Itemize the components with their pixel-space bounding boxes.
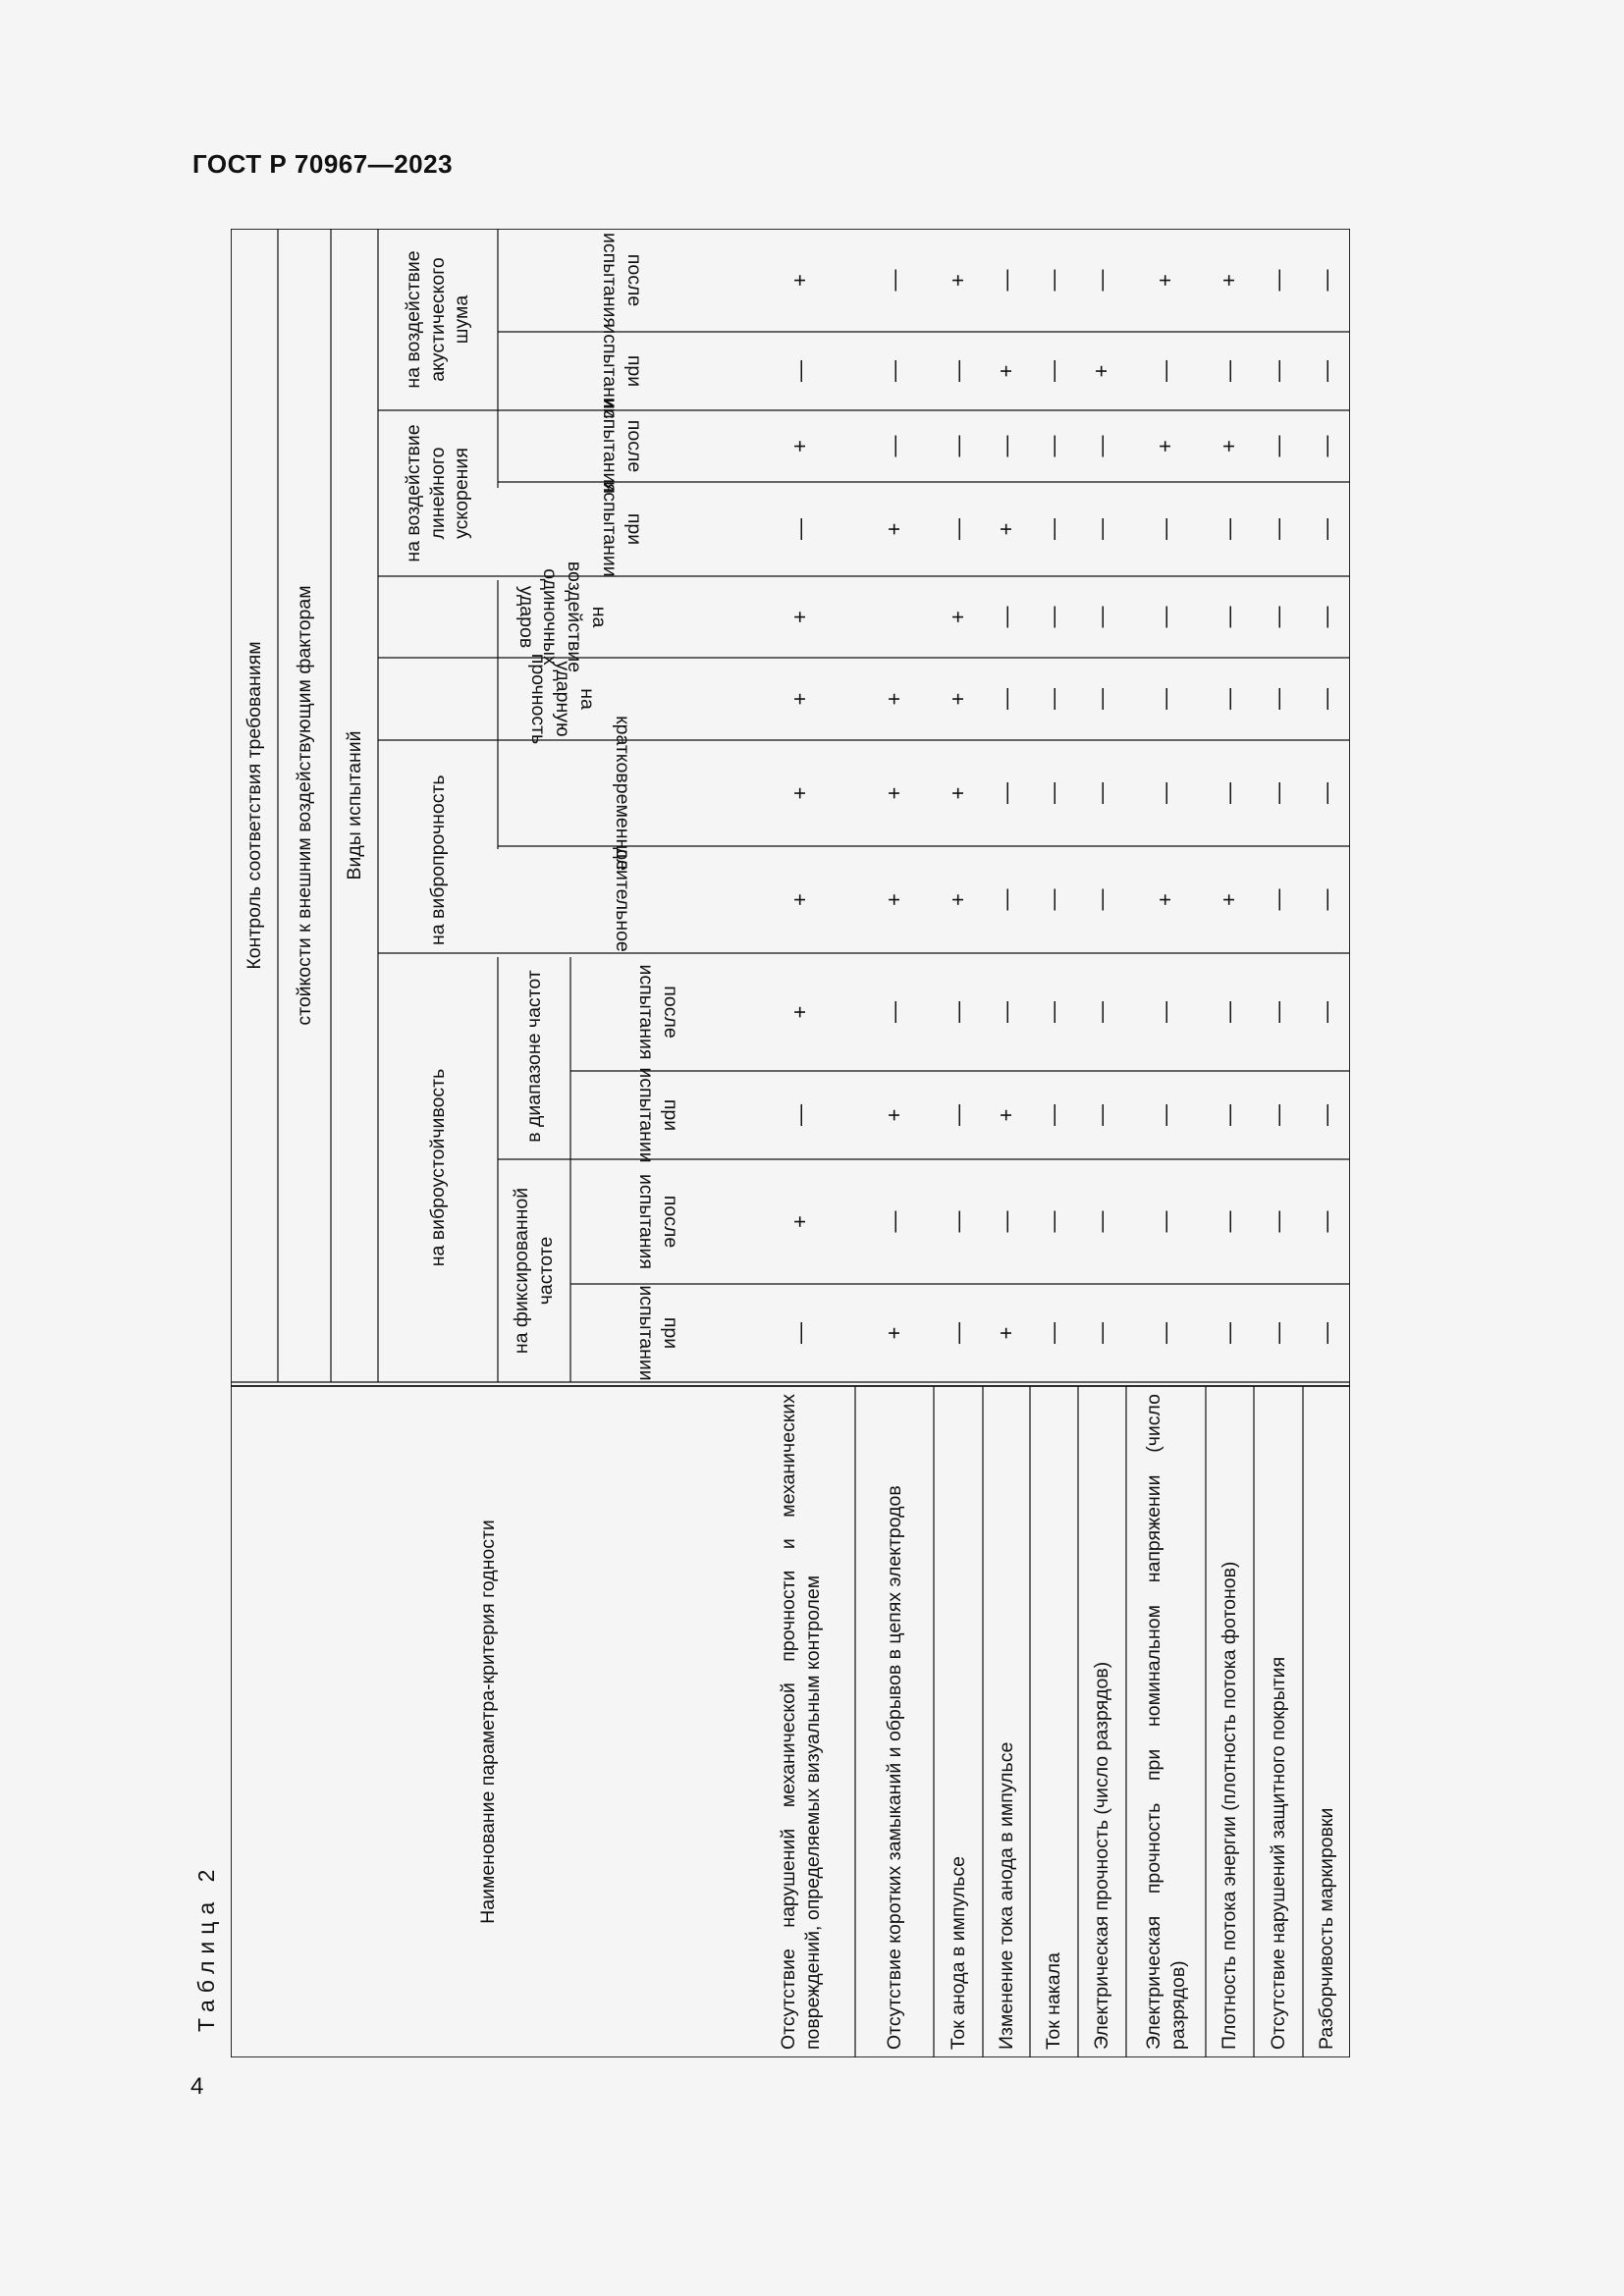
header-resistance: стойкости к внешним воздействующим факторам <box>293 585 315 1026</box>
header-single-impacts: на воздействие одиночных ударов <box>514 561 611 673</box>
table-cell-mark: — <box>1153 518 1178 540</box>
table-cell-mark: — <box>1041 518 1066 540</box>
table-cell-mark: + <box>787 893 813 906</box>
table-cell-mark: — <box>787 518 813 540</box>
table-cell-mark: + <box>1217 440 1242 453</box>
header-noise-after: после испытания <box>599 233 646 328</box>
table-cell-mark: — <box>1314 269 1339 292</box>
table-cell-mark: — <box>881 360 906 382</box>
table-cell-mark: — <box>1265 688 1290 710</box>
table-cell-mark <box>855 576 934 658</box>
table-cell-mark: + <box>945 893 970 906</box>
table-cell-mark: — <box>881 1001 906 1023</box>
table-cell-mark: — <box>993 1001 1018 1023</box>
table-cell-mark: + <box>881 786 906 800</box>
table-cell-mark: + <box>945 611 970 623</box>
table-cell-mark: + <box>1153 893 1178 906</box>
table-cell-mark: — <box>1089 888 1114 911</box>
table-cell-mark: — <box>1314 1210 1339 1233</box>
table-cell-mark: — <box>1314 1104 1339 1126</box>
table-cell-mark: — <box>1314 782 1339 804</box>
table-cell-mark: — <box>1217 606 1242 628</box>
table-cell-mark: — <box>1314 888 1339 911</box>
header-control: Контроль соответствия требованиям <box>243 641 265 970</box>
table-cell-mark: + <box>1153 440 1178 453</box>
table-cell-mark: — <box>993 606 1018 628</box>
header-vibro-strength: на вибропрочность <box>426 774 449 945</box>
table-cell-mark: — <box>1089 782 1114 804</box>
table-cell-mark: + <box>1217 274 1242 287</box>
table-cell-mark: — <box>1217 360 1242 382</box>
table-cell-mark: — <box>1217 518 1242 540</box>
header-after-range: после испытания <box>635 964 682 1060</box>
table-cell-mark: — <box>945 435 970 457</box>
table-row-name: Плотность потока энергии (плотность потока фотонов) <box>1218 1561 1241 2050</box>
header-during-range: при испытании <box>635 1067 682 1163</box>
table-cell-mark: — <box>1041 606 1066 628</box>
table-cell-mark: — <box>1265 1322 1290 1344</box>
table-cell-mark: + <box>881 522 906 536</box>
header-linear-acceleration: на воздействие линейного ускорения <box>402 424 473 562</box>
table-cell-mark: — <box>1217 1322 1242 1344</box>
table-cell-mark: — <box>787 360 813 382</box>
table-cell-mark: — <box>1089 688 1114 710</box>
table-cell-mark: — <box>993 1210 1018 1233</box>
table-cell-mark: + <box>993 364 1018 378</box>
table-cell-mark: — <box>1265 606 1290 628</box>
table-cell-mark: — <box>1041 360 1066 382</box>
table-cell-mark: + <box>787 692 813 706</box>
table-cell-mark: — <box>1217 1001 1242 1023</box>
header-impact-strength: на ударную прочность <box>527 653 598 745</box>
table-cell-mark: — <box>1217 782 1242 804</box>
table-cell-mark: — <box>993 888 1018 911</box>
table-cell-mark: — <box>1089 1322 1114 1344</box>
table-cell-mark: + <box>945 786 970 800</box>
table-cell-mark: — <box>945 1210 970 1233</box>
table-row-name: Отсутствие коротких замыканий и обрывов в цепях электродов <box>883 1485 905 2050</box>
header-long: длительное <box>611 847 633 952</box>
table-cell-mark: + <box>787 611 813 623</box>
table-cell-mark: — <box>993 435 1018 457</box>
table-cell-mark: — <box>1089 435 1114 457</box>
table-cell-mark: — <box>1265 1104 1290 1126</box>
table-cell-mark: — <box>1314 688 1339 710</box>
table-cell-mark: + <box>787 440 813 453</box>
table-cell-mark: — <box>1041 782 1066 804</box>
table-cell-mark: — <box>881 269 906 292</box>
header-short: кратковременное <box>611 716 633 871</box>
table-cell-mark: — <box>1265 360 1290 382</box>
table-cell-mark: — <box>1265 1210 1290 1233</box>
table-row-name: Электрическая прочность (число разрядов) <box>1091 1661 1113 2050</box>
header-vibro-stability: на виброустойчивость <box>426 1068 449 1267</box>
table-cell-mark: — <box>1041 269 1066 292</box>
table-cell-mark: — <box>1089 606 1114 628</box>
table-cell-mark: — <box>993 782 1018 804</box>
table-cell-mark: — <box>1153 1001 1178 1023</box>
header-accel-during: при испытании <box>599 481 646 577</box>
table-cell-mark: — <box>1314 1001 1339 1023</box>
table-cell-mark: — <box>1265 518 1290 540</box>
table-cell-mark: — <box>993 688 1018 710</box>
table-cell-mark: + <box>1217 893 1242 906</box>
table-cell-mark: + <box>1153 274 1178 287</box>
table-row-name: Ток накала <box>1043 1952 1065 2050</box>
table-cell-mark: — <box>1265 888 1290 911</box>
table-cell-mark: — <box>993 269 1018 292</box>
table-cell-mark: — <box>1217 688 1242 710</box>
table-row-name: Отсутствие нарушений механической прочности и механических повреждений, определяемых визуальным контролем <box>777 1394 824 2050</box>
table-cell-mark: + <box>787 1215 813 1228</box>
table-cell-mark: — <box>1265 435 1290 457</box>
table-cell-mark: + <box>787 786 813 800</box>
table-row-name: Ток анода в импульсе <box>947 1856 969 2050</box>
param-header: Наименование параметра-критерия годности <box>477 1520 500 1924</box>
table-cell-mark: — <box>1153 1210 1178 1233</box>
table-cell-mark: — <box>1041 1104 1066 1126</box>
table-cell-mark: + <box>881 1108 906 1122</box>
table-cell-mark: — <box>1089 1104 1114 1126</box>
table-cell-mark: — <box>787 1104 813 1126</box>
document-code: ГОСТ Р 70967—2023 <box>192 149 454 179</box>
table-cell-mark: + <box>787 1005 813 1019</box>
table-cell-mark: — <box>881 435 906 457</box>
table-cell-mark: — <box>1314 1322 1339 1344</box>
table-cell-mark: — <box>1041 688 1066 710</box>
table-caption: Таблица 2 <box>193 1862 219 2032</box>
table-cell-mark: — <box>1314 360 1339 382</box>
table-cell-mark: — <box>1089 269 1114 292</box>
table-cell-mark: — <box>1217 1104 1242 1126</box>
table-cell-mark: — <box>1041 435 1066 457</box>
table-cell-mark: — <box>1041 1322 1066 1344</box>
table-cell-mark: — <box>945 518 970 540</box>
table-cell-mark: — <box>1041 888 1066 911</box>
header-fixed-frequency: на фиксированной частоте <box>511 1187 557 1355</box>
table-cell-mark: + <box>993 1108 1018 1122</box>
table-cell-mark: — <box>1314 606 1339 628</box>
table-cell-mark: + <box>993 1326 1018 1340</box>
table-cell-mark: — <box>1153 782 1178 804</box>
table-cell-mark: — <box>1089 1001 1114 1023</box>
table-cell-mark: — <box>1153 688 1178 710</box>
table-cell-mark: — <box>1265 269 1290 292</box>
table-cell-mark: + <box>945 692 970 706</box>
table-cell-mark: — <box>881 1210 906 1233</box>
header-frequency-range: в диапазоне частот <box>522 970 545 1143</box>
header-accel-after: после испытания <box>599 399 646 494</box>
table-cell-mark: — <box>1153 1322 1178 1344</box>
table-cell-mark: — <box>945 360 970 382</box>
conformity-table <box>231 229 1350 2057</box>
header-noise-during: при испытании <box>599 323 646 419</box>
table-cell-mark: — <box>1041 1001 1066 1023</box>
table-cell-mark: + <box>881 692 906 706</box>
table-cell-mark: — <box>1041 1210 1066 1233</box>
table-cell-mark: + <box>787 274 813 287</box>
table-cell-mark: + <box>993 522 1018 536</box>
table-cell-mark: — <box>945 1104 970 1126</box>
table-cell-mark: — <box>1314 435 1339 457</box>
table-cell-mark: + <box>1089 364 1114 378</box>
table-cell-mark: + <box>881 893 906 906</box>
header-test-types: Виды испытаний <box>343 730 365 881</box>
table-row-name: Изменение тока анода в импульсе <box>995 1741 1017 2050</box>
table-cell-mark: — <box>1217 1210 1242 1233</box>
table-cell-mark: — <box>1314 518 1339 540</box>
table-cell-mark: — <box>1265 1001 1290 1023</box>
table-cell-mark: — <box>1153 606 1178 628</box>
table-cell-mark: — <box>1153 1104 1178 1126</box>
header-during-fixed: при испытании <box>635 1285 682 1381</box>
table-cell-mark: — <box>945 1322 970 1344</box>
page-number: 4 <box>190 2073 204 2100</box>
table-cell-mark: — <box>1089 518 1114 540</box>
table-cell-mark: — <box>1265 782 1290 804</box>
table-cell-mark: + <box>945 274 970 287</box>
header-acoustic-noise: на воздействие акустического шума <box>402 250 473 389</box>
table-cell-mark: — <box>787 1322 813 1344</box>
table-cell-mark: — <box>945 1001 970 1023</box>
table-row-name: Разборчивость маркировки <box>1316 1807 1338 2050</box>
table-cell-mark: — <box>1153 360 1178 382</box>
table-row-name: Электрическая прочность при номинальном напряжении (число разрядов) <box>1142 1394 1189 2050</box>
table-row-name: Отсутствие нарушений защитного покрытия <box>1267 1656 1289 2050</box>
table-cell-mark: — <box>1089 1210 1114 1233</box>
table-cell-mark: + <box>881 1326 906 1340</box>
header-after-fixed: после испытания <box>635 1174 682 1269</box>
